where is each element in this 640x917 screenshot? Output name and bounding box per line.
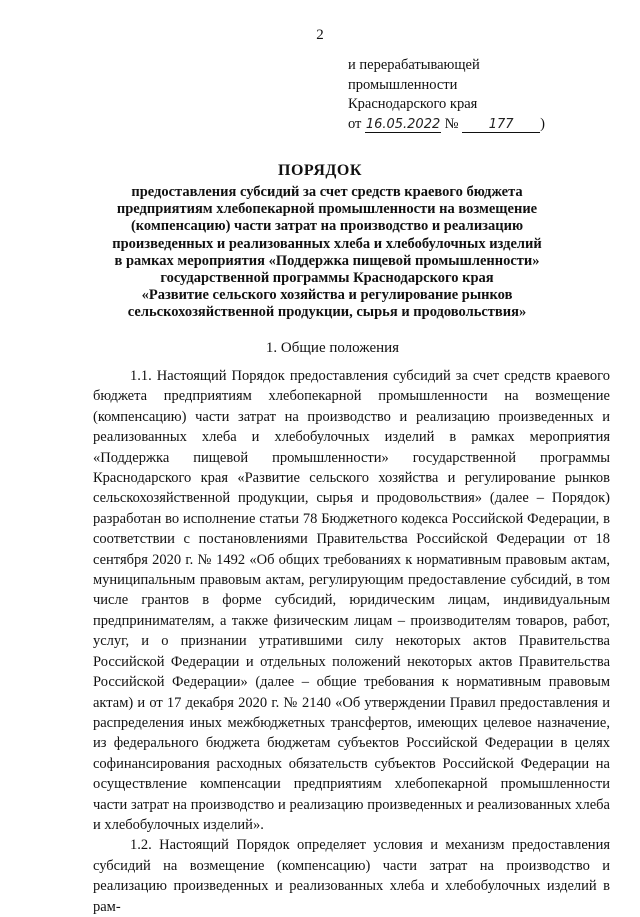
approval-date-row <box>348 115 545 135</box>
handwritten-date: 16.05.2022 <box>365 116 441 132</box>
subtitle-line: государственной программы Краснодарского края <box>160 270 494 287</box>
approval-block <box>348 56 545 134</box>
document-body <box>93 366 610 917</box>
subtitle-line: сельскохозяйственной продукции, сырья и продовольствия» <box>127 304 527 321</box>
approval-line: промышленности <box>348 76 458 93</box>
subtitle-line: (компенсацию) части затрат на производство и реализацию <box>130 218 524 235</box>
date-prefix: от <box>348 115 362 132</box>
subtitle-line: предприятиям хлебопекарной промышленности на возмещение <box>116 201 538 218</box>
subtitle-line: произведенных и реализованных хлеба и хлебобулочных изделий <box>112 235 542 252</box>
subtitle-line: в рамках мероприятия «Поддержка пищевой промышленности» <box>114 252 540 269</box>
handwritten-number: 177 <box>462 117 540 133</box>
number-prefix: № <box>444 115 459 132</box>
section-heading: 1. Общие положения <box>265 340 400 356</box>
paragraph-1-2: 1.2. Настоящий Порядок определяет условия и механизм предоставления субсидий на возмещение (компенсацию) части затрат на производство и реализацию произведенных и реализованных хлеба и хлебобулочных изделий в рам- <box>93 837 610 915</box>
document-title: ПОРЯДОК <box>278 162 362 179</box>
subtitle-line: «Развитие сельского хозяйства и регулирование рынков <box>141 287 513 304</box>
closing-paren: ) <box>540 115 545 132</box>
paragraph-1-1: 1.1. Настоящий Порядок предоставления субсидий за счет средств краевого бюджета предприятиям хлебопекарной промышленности на возмещение (компенсацию) части затрат на производство и реализацию произведенных и реализованных хлеба и хлебобулочных изделий в рамках мероприятия «Поддержка пищевой промышленности» государственной программы Краснодарского края «Развитие сельского хозяйства и регулирование рынков сельскохозяйственной продукции, сырья и продовольствия» (далее – Порядок) разработан во исполнение статьи 78 Бюджетного кодекса Российской Федерации, в соответствии с постановлениями Правительства Российской Федерации от 18 сентября 2020 г. № 1492 «Об общих требованиях к нормативным правовым актам, муниципальным правовым актам, регулирующим предоставление субсидий, в том числе грантов в форме субсидий, юридическим лицам, индивидуальным предпринимателям, а также физическим лицам – производителям товаров, работ, услуг, и о признании утратившими силу некоторых актов Правительства Российской Федерации и отдельных положений некоторых актов Правительства Российской Федерации» (далее – общие требования к нормативным правовым актам) и от 17 декабря 2020 г. № 2140 «Об утверждении Правил предоставления и распределения иных межбюджетных трансфертов, имеющих целевое назначение, из федерального бюджета бюджетам субъектов Российской Федерации в целях софинансирования расходных обязательств субъектов Российской Федерации на осуществление компенсации предприятиям хлебопекарной промышленности части затрат на производство и реализацию произведенных и реализованных хлеба и хлебобулочных изделий». <box>93 368 610 833</box>
subtitle-line: предоставления субсидий за счет средств краевого бюджета <box>131 184 523 200</box>
document-subtitle <box>95 184 559 322</box>
page-number: 2 <box>316 27 324 43</box>
approval-line: и перерабатывающей <box>348 57 480 73</box>
approval-line: Краснодарского края <box>348 96 478 112</box>
